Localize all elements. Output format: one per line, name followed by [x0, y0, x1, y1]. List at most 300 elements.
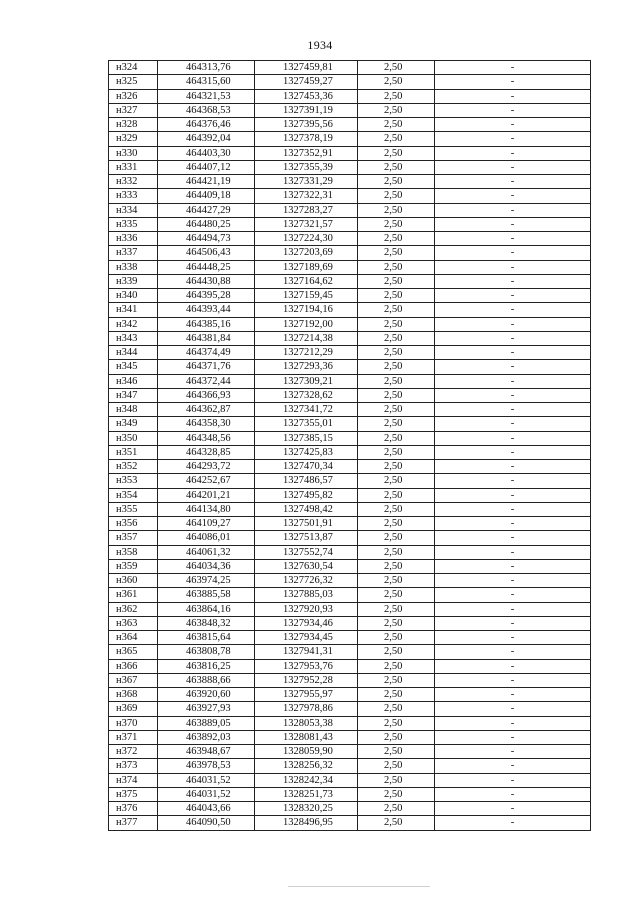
table-row [109, 688, 591, 702]
description-cell: - [435, 673, 591, 687]
table-row [109, 118, 591, 132]
table-row [109, 217, 591, 231]
x-coordinate-cell: 463927,93 [158, 702, 255, 716]
x-coordinate-cell: 464430,88 [158, 274, 255, 288]
x-coordinate-cell: 464134,80 [158, 502, 255, 516]
x-coordinate-cell: 464061,32 [158, 545, 255, 559]
point-id-cell: н361 [109, 588, 158, 602]
x-coordinate-cell: 464403,30 [158, 146, 255, 160]
y-coordinate-cell: 1327453,36 [255, 89, 358, 103]
accuracy-cell: 2,50 [358, 189, 435, 203]
description-cell: - [435, 559, 591, 573]
table-row [109, 673, 591, 687]
point-id-cell: н371 [109, 730, 158, 744]
x-coordinate-cell: 464315,60 [158, 75, 255, 89]
y-coordinate-cell: 1327885,03 [255, 588, 358, 602]
table-row [109, 175, 591, 189]
description-cell: - [435, 274, 591, 288]
x-coordinate-cell: 463889,05 [158, 716, 255, 730]
x-coordinate-cell: 464371,76 [158, 360, 255, 374]
point-id-cell: н368 [109, 688, 158, 702]
description-cell: - [435, 61, 591, 75]
description-cell: - [435, 816, 591, 830]
y-coordinate-cell: 1327378,19 [255, 132, 358, 146]
y-coordinate-cell: 1327726,32 [255, 574, 358, 588]
table-row [109, 559, 591, 573]
accuracy-cell: 2,50 [358, 517, 435, 531]
y-coordinate-cell: 1327495,82 [255, 488, 358, 502]
x-coordinate-cell: 464348,56 [158, 431, 255, 445]
description-cell: - [435, 488, 591, 502]
accuracy-cell: 2,50 [358, 574, 435, 588]
accuracy-cell: 2,50 [358, 417, 435, 431]
description-cell: - [435, 787, 591, 801]
accuracy-cell: 2,50 [358, 274, 435, 288]
point-id-cell: н325 [109, 75, 158, 89]
y-coordinate-cell: 1327212,29 [255, 346, 358, 360]
point-id-cell: н365 [109, 645, 158, 659]
description-cell: - [435, 89, 591, 103]
point-id-cell: н354 [109, 488, 158, 502]
x-coordinate-cell: 464358,30 [158, 417, 255, 431]
point-id-cell: н341 [109, 303, 158, 317]
point-id-cell: н352 [109, 460, 158, 474]
x-coordinate-cell: 464421,19 [158, 175, 255, 189]
y-coordinate-cell: 1327322,31 [255, 189, 358, 203]
table-row [109, 232, 591, 246]
point-id-cell: н360 [109, 574, 158, 588]
point-id-cell: н355 [109, 502, 158, 516]
y-coordinate-cell: 1327283,27 [255, 203, 358, 217]
table-row [109, 474, 591, 488]
accuracy-cell: 2,50 [358, 730, 435, 744]
accuracy-cell: 2,50 [358, 232, 435, 246]
accuracy-cell: 2,50 [358, 289, 435, 303]
description-cell: - [435, 531, 591, 545]
description-cell: - [435, 189, 591, 203]
y-coordinate-cell: 1327486,57 [255, 474, 358, 488]
table-row [109, 331, 591, 345]
x-coordinate-cell: 463920,60 [158, 688, 255, 702]
x-coordinate-cell: 464506,43 [158, 246, 255, 260]
accuracy-cell: 2,50 [358, 217, 435, 231]
accuracy-cell: 2,50 [358, 118, 435, 132]
x-coordinate-cell: 463816,25 [158, 659, 255, 673]
y-coordinate-cell: 1327203,69 [255, 246, 358, 260]
table-row [109, 616, 591, 630]
accuracy-cell: 2,50 [358, 545, 435, 559]
y-coordinate-cell: 1327630,54 [255, 559, 358, 573]
description-cell: - [435, 289, 591, 303]
x-coordinate-cell: 464109,27 [158, 517, 255, 531]
y-coordinate-cell: 1327934,45 [255, 631, 358, 645]
point-id-cell: н342 [109, 317, 158, 331]
y-coordinate-cell: 1328081,43 [255, 730, 358, 744]
y-coordinate-cell: 1327498,42 [255, 502, 358, 516]
y-coordinate-cell: 1327953,76 [255, 659, 358, 673]
y-coordinate-cell: 1327293,36 [255, 360, 358, 374]
y-coordinate-cell: 1328242,34 [255, 773, 358, 787]
accuracy-cell: 2,50 [358, 160, 435, 174]
x-coordinate-cell: 464031,52 [158, 787, 255, 801]
accuracy-cell: 2,50 [358, 645, 435, 659]
table-row [109, 303, 591, 317]
y-coordinate-cell: 1327920,93 [255, 602, 358, 616]
point-id-cell: н346 [109, 374, 158, 388]
point-id-cell: н359 [109, 559, 158, 573]
table-row [109, 289, 591, 303]
accuracy-cell: 2,50 [358, 388, 435, 402]
description-cell: - [435, 374, 591, 388]
description-cell: - [435, 146, 591, 160]
x-coordinate-cell: 464293,72 [158, 460, 255, 474]
table-row [109, 189, 591, 203]
table-row [109, 274, 591, 288]
y-coordinate-cell: 1327978,86 [255, 702, 358, 716]
table-row [109, 545, 591, 559]
y-coordinate-cell: 1328496,95 [255, 816, 358, 830]
table-row [109, 317, 591, 331]
description-cell: - [435, 730, 591, 744]
description-cell: - [435, 702, 591, 716]
y-coordinate-cell: 1327194,16 [255, 303, 358, 317]
accuracy-cell: 2,50 [358, 673, 435, 687]
table-row [109, 460, 591, 474]
point-id-cell: н369 [109, 702, 158, 716]
y-coordinate-cell: 1327955,97 [255, 688, 358, 702]
table-row [109, 374, 591, 388]
description-cell: - [435, 773, 591, 787]
x-coordinate-cell: 464362,87 [158, 403, 255, 417]
y-coordinate-cell: 1327952,28 [255, 673, 358, 687]
accuracy-cell: 2,50 [358, 588, 435, 602]
x-coordinate-cell: 463885,58 [158, 588, 255, 602]
point-id-cell: н344 [109, 346, 158, 360]
description-cell: - [435, 118, 591, 132]
x-coordinate-cell: 464448,25 [158, 260, 255, 274]
y-coordinate-cell: 1328320,25 [255, 802, 358, 816]
x-coordinate-cell: 464034,36 [158, 559, 255, 573]
x-coordinate-cell: 464043,66 [158, 802, 255, 816]
y-coordinate-cell: 1328256,32 [255, 759, 358, 773]
accuracy-cell: 2,50 [358, 175, 435, 189]
x-coordinate-cell: 464031,52 [158, 773, 255, 787]
accuracy-cell: 2,50 [358, 61, 435, 75]
x-coordinate-cell: 464252,67 [158, 474, 255, 488]
description-cell: - [435, 346, 591, 360]
point-id-cell: н349 [109, 417, 158, 431]
accuracy-cell: 2,50 [358, 631, 435, 645]
accuracy-cell: 2,50 [358, 745, 435, 759]
x-coordinate-cell: 464385,16 [158, 317, 255, 331]
table-row [109, 517, 591, 531]
point-id-cell: н331 [109, 160, 158, 174]
accuracy-cell: 2,50 [358, 360, 435, 374]
accuracy-cell: 2,50 [358, 146, 435, 160]
x-coordinate-cell: 464374,49 [158, 346, 255, 360]
y-coordinate-cell: 1327328,62 [255, 388, 358, 402]
y-coordinate-cell: 1327470,34 [255, 460, 358, 474]
point-id-cell: н376 [109, 802, 158, 816]
table-row [109, 730, 591, 744]
description-cell: - [435, 574, 591, 588]
y-coordinate-cell: 1327214,38 [255, 331, 358, 345]
description-cell: - [435, 802, 591, 816]
y-coordinate-cell: 1327385,15 [255, 431, 358, 445]
x-coordinate-cell: 464328,85 [158, 445, 255, 459]
accuracy-cell: 2,50 [358, 759, 435, 773]
coordinates-table-body [109, 61, 591, 831]
point-id-cell: н375 [109, 787, 158, 801]
description-cell: - [435, 431, 591, 445]
coordinates-table [108, 60, 591, 831]
table-row [109, 61, 591, 75]
point-id-cell: н345 [109, 360, 158, 374]
description-cell: - [435, 175, 591, 189]
y-coordinate-cell: 1327309,21 [255, 374, 358, 388]
table-row [109, 360, 591, 374]
x-coordinate-cell: 463978,53 [158, 759, 255, 773]
point-id-cell: н327 [109, 103, 158, 117]
table-row [109, 103, 591, 117]
description-cell: - [435, 502, 591, 516]
x-coordinate-cell: 463974,25 [158, 574, 255, 588]
y-coordinate-cell: 1327159,45 [255, 289, 358, 303]
y-coordinate-cell: 1328059,90 [255, 745, 358, 759]
point-id-cell: н333 [109, 189, 158, 203]
y-coordinate-cell: 1327425,83 [255, 445, 358, 459]
y-coordinate-cell: 1327459,81 [255, 61, 358, 75]
description-cell: - [435, 103, 591, 117]
table-row [109, 75, 591, 89]
table-row [109, 502, 591, 516]
table-row [109, 574, 591, 588]
page-number: 1934 [307, 38, 333, 52]
x-coordinate-cell: 464313,76 [158, 61, 255, 75]
table-row [109, 431, 591, 445]
table-row [109, 445, 591, 459]
point-id-cell: н348 [109, 403, 158, 417]
x-coordinate-cell: 464372,44 [158, 374, 255, 388]
y-coordinate-cell: 1327513,87 [255, 531, 358, 545]
description-cell: - [435, 331, 591, 345]
description-cell: - [435, 588, 591, 602]
point-id-cell: н366 [109, 659, 158, 673]
description-cell: - [435, 317, 591, 331]
accuracy-cell: 2,50 [358, 773, 435, 787]
description-cell: - [435, 602, 591, 616]
accuracy-cell: 2,50 [358, 374, 435, 388]
y-coordinate-cell: 1328251,73 [255, 787, 358, 801]
y-coordinate-cell: 1327321,57 [255, 217, 358, 231]
accuracy-cell: 2,50 [358, 75, 435, 89]
table-row [109, 702, 591, 716]
point-id-cell: н357 [109, 531, 158, 545]
x-coordinate-cell: 463948,67 [158, 745, 255, 759]
point-id-cell: н364 [109, 631, 158, 645]
description-cell: - [435, 616, 591, 630]
description-cell: - [435, 160, 591, 174]
description-cell: - [435, 545, 591, 559]
accuracy-cell: 2,50 [358, 103, 435, 117]
point-id-cell: н350 [109, 431, 158, 445]
point-id-cell: н330 [109, 146, 158, 160]
accuracy-cell: 2,50 [358, 460, 435, 474]
y-coordinate-cell: 1327941,31 [255, 645, 358, 659]
table-row [109, 773, 591, 787]
x-coordinate-cell: 464368,53 [158, 103, 255, 117]
description-cell: - [435, 260, 591, 274]
accuracy-cell: 2,50 [358, 203, 435, 217]
x-coordinate-cell: 464201,21 [158, 488, 255, 502]
x-coordinate-cell: 463892,03 [158, 730, 255, 744]
table-row [109, 816, 591, 830]
table-row [109, 160, 591, 174]
table-row [109, 403, 591, 417]
point-id-cell: н328 [109, 118, 158, 132]
point-id-cell: н373 [109, 759, 158, 773]
accuracy-cell: 2,50 [358, 474, 435, 488]
x-coordinate-cell: 464381,84 [158, 331, 255, 345]
accuracy-cell: 2,50 [358, 317, 435, 331]
point-id-cell: н363 [109, 616, 158, 630]
x-coordinate-cell: 464393,44 [158, 303, 255, 317]
description-cell: - [435, 132, 591, 146]
y-coordinate-cell: 1327355,39 [255, 160, 358, 174]
accuracy-cell: 2,50 [358, 488, 435, 502]
y-coordinate-cell: 1327192,00 [255, 317, 358, 331]
point-id-cell: н329 [109, 132, 158, 146]
description-cell: - [435, 246, 591, 260]
y-coordinate-cell: 1327459,27 [255, 75, 358, 89]
point-id-cell: н336 [109, 232, 158, 246]
x-coordinate-cell: 464409,18 [158, 189, 255, 203]
description-cell: - [435, 203, 591, 217]
accuracy-cell: 2,50 [358, 303, 435, 317]
y-coordinate-cell: 1327391,19 [255, 103, 358, 117]
table-row [109, 488, 591, 502]
point-id-cell: н358 [109, 545, 158, 559]
table-row [109, 531, 591, 545]
description-cell: - [435, 75, 591, 89]
accuracy-cell: 2,50 [358, 331, 435, 345]
x-coordinate-cell: 464392,04 [158, 132, 255, 146]
y-coordinate-cell: 1327189,69 [255, 260, 358, 274]
point-id-cell: н334 [109, 203, 158, 217]
description-cell: - [435, 745, 591, 759]
y-coordinate-cell: 1328053,38 [255, 716, 358, 730]
point-id-cell: н377 [109, 816, 158, 830]
description-cell: - [435, 303, 591, 317]
point-id-cell: н338 [109, 260, 158, 274]
point-id-cell: н367 [109, 673, 158, 687]
description-cell: - [435, 388, 591, 402]
description-cell: - [435, 759, 591, 773]
x-coordinate-cell: 463864,16 [158, 602, 255, 616]
point-id-cell: н324 [109, 61, 158, 75]
x-coordinate-cell: 464321,53 [158, 89, 255, 103]
x-coordinate-cell: 464090,50 [158, 816, 255, 830]
table-row [109, 203, 591, 217]
accuracy-cell: 2,50 [358, 246, 435, 260]
table-row [109, 89, 591, 103]
description-cell: - [435, 417, 591, 431]
y-coordinate-cell: 1327934,46 [255, 616, 358, 630]
point-id-cell: н374 [109, 773, 158, 787]
point-id-cell: н340 [109, 289, 158, 303]
table-row [109, 346, 591, 360]
accuracy-cell: 2,50 [358, 502, 435, 516]
table-row [109, 659, 591, 673]
description-cell: - [435, 360, 591, 374]
point-id-cell: н335 [109, 217, 158, 231]
x-coordinate-cell: 464376,46 [158, 118, 255, 132]
table-row [109, 388, 591, 402]
accuracy-cell: 2,50 [358, 403, 435, 417]
point-id-cell: н332 [109, 175, 158, 189]
description-cell: - [435, 517, 591, 531]
table-row [109, 246, 591, 260]
y-coordinate-cell: 1327355,01 [255, 417, 358, 431]
point-id-cell: н339 [109, 274, 158, 288]
accuracy-cell: 2,50 [358, 787, 435, 801]
y-coordinate-cell: 1327331,29 [255, 175, 358, 189]
x-coordinate-cell: 464407,12 [158, 160, 255, 174]
table-row [109, 417, 591, 431]
x-coordinate-cell: 463848,32 [158, 616, 255, 630]
point-id-cell: н356 [109, 517, 158, 531]
description-cell: - [435, 232, 591, 246]
table-row [109, 759, 591, 773]
point-id-cell: н343 [109, 331, 158, 345]
point-id-cell: н326 [109, 89, 158, 103]
x-coordinate-cell: 464366,93 [158, 388, 255, 402]
description-cell: - [435, 688, 591, 702]
description-cell: - [435, 474, 591, 488]
accuracy-cell: 2,50 [358, 802, 435, 816]
y-coordinate-cell: 1327552,74 [255, 545, 358, 559]
accuracy-cell: 2,50 [358, 602, 435, 616]
y-coordinate-cell: 1327341,72 [255, 403, 358, 417]
y-coordinate-cell: 1327352,91 [255, 146, 358, 160]
description-cell: - [435, 716, 591, 730]
point-id-cell: н337 [109, 246, 158, 260]
description-cell: - [435, 445, 591, 459]
accuracy-cell: 2,50 [358, 445, 435, 459]
description-cell: - [435, 403, 591, 417]
x-coordinate-cell: 464494,73 [158, 232, 255, 246]
table-row [109, 602, 591, 616]
accuracy-cell: 2,50 [358, 531, 435, 545]
table-row [109, 802, 591, 816]
description-cell: - [435, 659, 591, 673]
table-row [109, 787, 591, 801]
accuracy-cell: 2,50 [358, 616, 435, 630]
accuracy-cell: 2,50 [358, 89, 435, 103]
x-coordinate-cell: 464480,25 [158, 217, 255, 231]
table-row [109, 745, 591, 759]
accuracy-cell: 2,50 [358, 132, 435, 146]
accuracy-cell: 2,50 [358, 702, 435, 716]
accuracy-cell: 2,50 [358, 559, 435, 573]
x-coordinate-cell: 463808,78 [158, 645, 255, 659]
table-row [109, 645, 591, 659]
table-row [109, 146, 591, 160]
description-cell: - [435, 460, 591, 474]
y-coordinate-cell: 1327224,30 [255, 232, 358, 246]
footer-rule [288, 886, 430, 887]
y-coordinate-cell: 1327164,62 [255, 274, 358, 288]
